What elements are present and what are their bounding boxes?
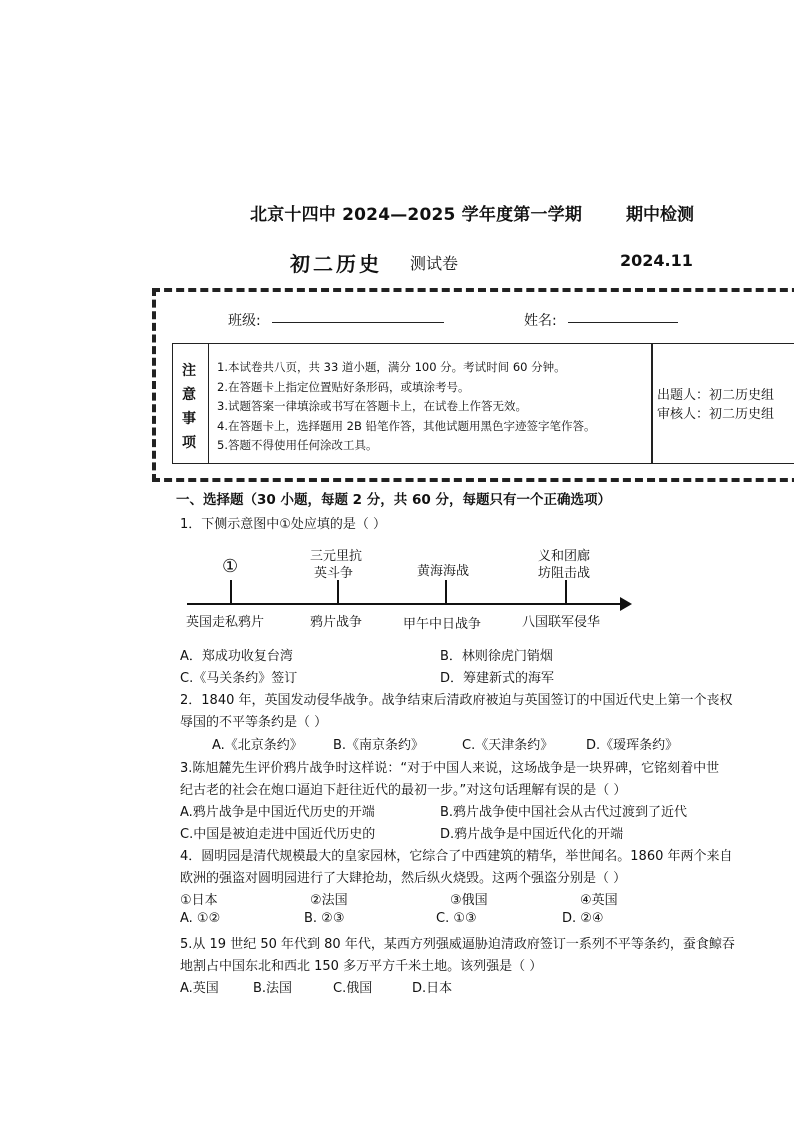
q2-stem-line1: 2．1840 年，英国发动侵华战争。战争结束后清政府被迫与英国签订的中国近代史上第一个丧权 [180, 693, 733, 708]
q5-stem-line2: 地割占中国东北和西北 150 多万平方千米土地。该列强是（ ） [180, 959, 543, 974]
q2-stem-line2: 辱国的不平等条约是（ ） [180, 715, 328, 730]
q2-option-c: C.《天津条约》 [462, 738, 554, 753]
exam-title-right: 期中检测 [626, 205, 694, 225]
q5-option-b: B.法国 [253, 981, 293, 996]
q2-option-d: D.《瑷珲条约》 [586, 738, 679, 753]
timeline-top-label: 三元里抗 [310, 549, 363, 564]
notice-rule: 1.本试卷共八页，共 33 道小题，满分 100 分。考试时间 60 分钟。 [217, 360, 566, 374]
q3-stem-line1: 3.陈旭麓先生评价鸦片战争时这样说：“对于中国人来说，这场战争是一块界碑，它铭刻着中世 [180, 761, 720, 776]
q5-option-a: A.英国 [180, 981, 219, 996]
notice-heading [173, 344, 209, 463]
timeline-bottom-label: 英国走私鸦片 [186, 615, 265, 630]
q1-stem: 1．下侧示意图中①处应填的是（ ） [180, 517, 387, 532]
q5-stem-line1: 5.从 19 世纪 50 年代到 80 年代，某西方列强威逼胁迫清政府签订一系列不平等条约，蚕食鲸吞 [180, 937, 735, 952]
notice-table [172, 343, 794, 464]
class-field[interactable] [272, 322, 444, 323]
exam-date: 2024.11 [620, 251, 693, 270]
subject-title: 初二历史 [290, 252, 382, 276]
q4-choice: ②法国 [310, 893, 348, 908]
timeline-top-label: 英斗争 [314, 566, 354, 581]
notice-rule: 3.试题答案一律填涂或书写在答题卡上，在试卷上作答无效。 [217, 399, 527, 413]
timeline-bottom-label: 八国联军侵华 [522, 615, 601, 630]
q3-option-d: D.鸦片战争是中国近代化的开端 [440, 827, 624, 842]
subject-kind: 测试卷 [410, 254, 459, 273]
name-label: 姓名: [524, 313, 557, 329]
class-label: 班级: [228, 313, 261, 329]
timeline-top-label: 黄海海战 [417, 564, 470, 579]
q2-option-b: B.《南京条约》 [333, 738, 425, 753]
notice-rules [217, 358, 596, 456]
q4-option-d: D. ②④ [562, 911, 604, 926]
notice-separator [651, 344, 653, 463]
q3-option-b: B.鸦片战争使中国社会从古代过渡到了近代 [440, 805, 688, 820]
q1-option-a: A．郑成功收复台湾 [180, 649, 293, 664]
q3-option-a: A.鸦片战争是中国近代历史的开端 [180, 805, 375, 820]
notice-heading-char: 项 [182, 435, 196, 451]
q4-stem-line2: 欧洲的强盗对圆明园进行了大肆抢劫，然后纵火烧毁。这两个强盗分别是（ ） [180, 871, 627, 886]
q1-option-b: B．林则徐虎门销烟 [440, 649, 553, 664]
q5-option-d: D.日本 [412, 981, 453, 996]
exam-title: 北京十四中 2024—2025 学年度第一学期 [250, 205, 583, 225]
notice-rule: 4.在答题卡上，选择题用 2B 铅笔作答，其他试题用黑色字迹签字笔作答。 [217, 418, 596, 433]
notice-heading-char: 意 [182, 387, 196, 403]
q1-option-c: C.《马关条约》签订 [180, 671, 298, 686]
section-heading: 一、选择题（30 小题，每题 2 分，共 60 分，每题只有一个正确选项） [176, 492, 611, 508]
reviewer-text: 审核人：初二历史组 [657, 407, 775, 422]
q4-choice: ④英国 [580, 893, 618, 908]
q4-option-a: A. ①② [180, 911, 221, 926]
q3-stem-line2: 纪古老的社会在炮口逼迫下赶往近代的最初一步。”对这句话理解有误的是（ ） [180, 783, 627, 798]
timeline-axis [187, 603, 625, 605]
q4-choice: ①日本 [180, 893, 218, 908]
timeline-tick [565, 580, 567, 604]
timeline-bottom-label: 甲午中日战争 [403, 617, 482, 632]
timeline-top-label: 坊阻击战 [538, 566, 591, 581]
notice-heading-char: 注 [182, 363, 196, 379]
timeline-arrow-icon [620, 597, 632, 611]
timeline-bottom-label: 鸦片战争 [310, 615, 363, 630]
name-field[interactable] [568, 322, 678, 323]
q3-option-c: C.中国是被迫走进中国近代历史的 [180, 827, 376, 842]
notice-heading-char: 事 [182, 411, 196, 427]
notice-rule: 5.答题不得使用任何涂改工具。 [217, 438, 378, 452]
timeline-tick [337, 580, 339, 604]
q2-option-a: A.《北京条约》 [212, 738, 303, 753]
setter-text: 出题人：初二历史组 [657, 388, 775, 403]
q4-stem-line1: 4．圆明园是清代规模最大的皇家园林，它综合了中西建筑的精华，举世闻名。1860 年两个来自 [180, 849, 733, 864]
q4-option-c: C. ①③ [436, 911, 477, 926]
notice-rule: 2.在答题卡上指定位置贴好条形码，或填涂考号。 [217, 379, 470, 394]
q4-option-b: B. ②③ [304, 911, 345, 926]
q5-option-c: C.俄国 [333, 981, 373, 996]
q4-choice: ③俄国 [450, 893, 488, 908]
timeline-top-label: 义和团廊 [538, 549, 591, 564]
timeline-tick [230, 580, 232, 604]
timeline-top-label: ① [222, 556, 239, 577]
q1-option-d: D．筹建新式的海军 [440, 671, 555, 686]
timeline-tick [445, 580, 447, 604]
